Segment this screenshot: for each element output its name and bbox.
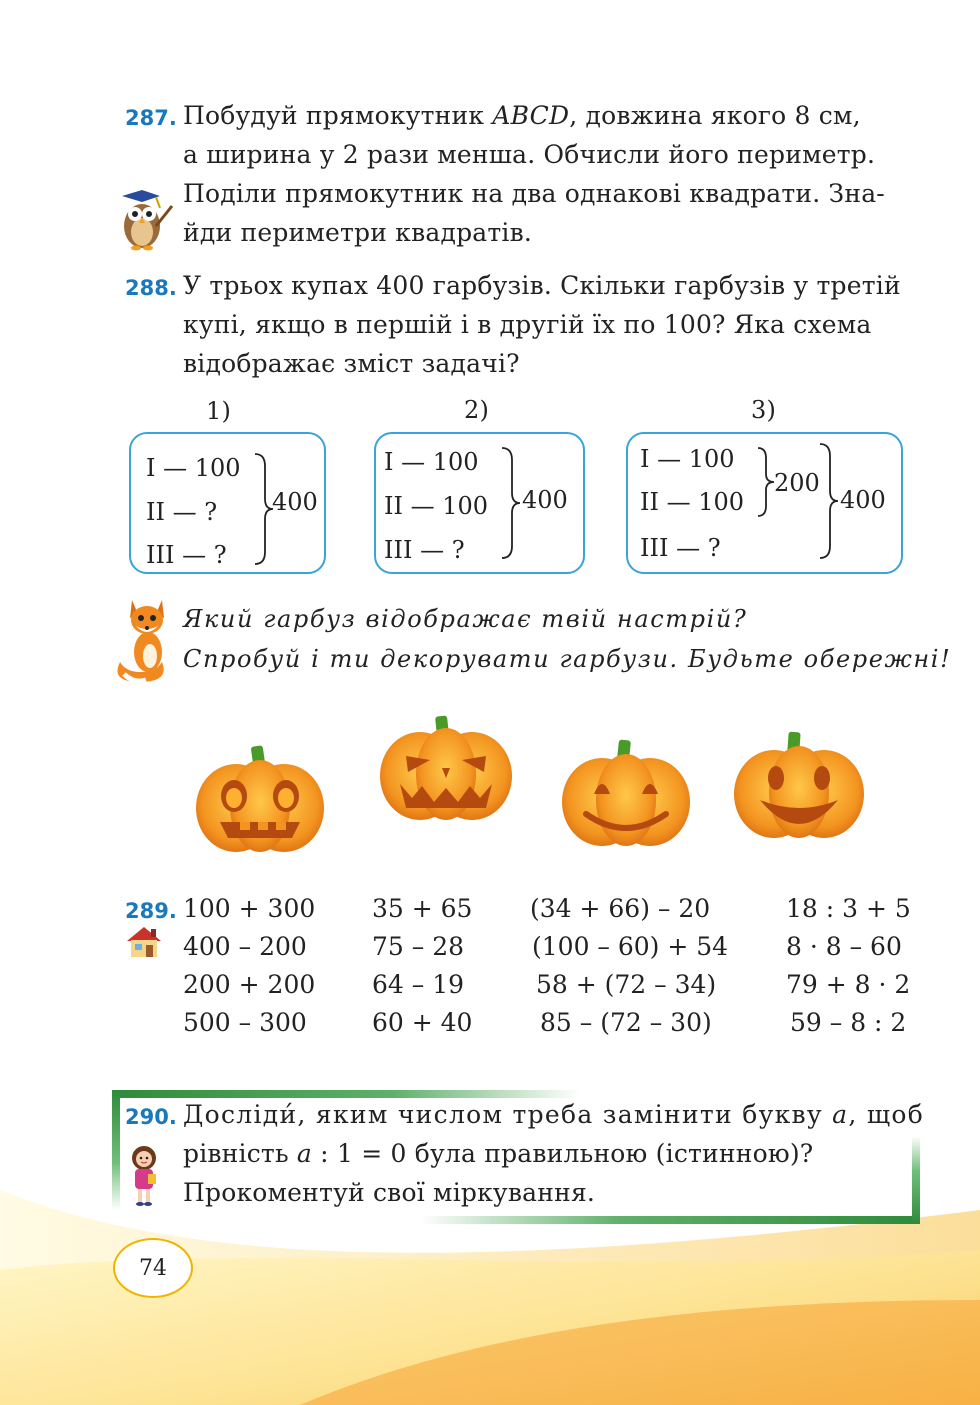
scheme-1-row-2: II — ? (146, 498, 218, 526)
pumpkin-icon (730, 730, 868, 842)
expr-c2-r1: 35 + 65 (372, 894, 473, 923)
expr-c1-r2: 400 – 200 (183, 932, 307, 961)
text-run: , щоб (848, 1100, 925, 1129)
scheme-3-inner-brace (756, 446, 776, 518)
variable-a: a (296, 1139, 313, 1168)
task-290-frame-right (912, 1136, 920, 1224)
task-287-line-2: а ширина у 2 рази менша. Обчисли його периметр. (183, 140, 876, 169)
text-run: Побудуй прямокутник (183, 101, 493, 130)
task-288-number: 288. (125, 276, 177, 300)
scheme-3-row-1: I — 100 (640, 445, 735, 473)
scheme-2-brace (500, 446, 522, 560)
task-290-frame-top (112, 1090, 580, 1098)
rect-name: ABCD (492, 101, 570, 130)
text-run: Досліди́, яким числом треба замінити букву (183, 1100, 833, 1129)
expr-c4-r3: 79 + 8 · 2 (786, 970, 911, 999)
expr-c3-r1: (34 + 66) – 20 (530, 894, 711, 923)
scheme-1-total: 400 (272, 488, 318, 516)
scheme-3-row-2: II — 100 (640, 488, 745, 516)
fox-text-line-1: Який гарбуз відображає твій настрій? (183, 605, 748, 633)
page-number: 74 (139, 1255, 167, 1281)
scheme-2-row-1: I — 100 (384, 448, 479, 476)
variable-a: a (832, 1100, 849, 1129)
expr-c3-r4: 85 – (72 – 30) (540, 1008, 712, 1037)
scheme-3-outer-brace (818, 442, 840, 560)
text-run: : 1 = 0 була правильною (істинною)? (312, 1139, 814, 1168)
task-290-line-1 (183, 1100, 924, 1129)
text-run: , довжина якого 8 см, (569, 101, 861, 130)
scheme-1-row-1: I — 100 (146, 454, 241, 482)
task-288-line-3: відображає зміст задачі? (183, 349, 520, 378)
expr-c1-r4: 500 – 300 (183, 1008, 307, 1037)
task-287-line-4: йди периметри квадратів. (183, 218, 533, 247)
task-288-line-1: У трьох купах 400 гарбузів. Скільки гарбузів у третій (183, 271, 901, 300)
task-290-frame-left (112, 1090, 120, 1210)
task-287-line-1 (183, 101, 861, 130)
scheme-3-label: 3) (751, 396, 777, 424)
scheme-3-total: 400 (840, 486, 886, 514)
task-288-line-2: купі, якщо в першій і в другій їх по 100? Яка схема (183, 310, 872, 339)
scheme-1-row-3: III — ? (146, 541, 227, 569)
scheme-2-row-3: III — ? (384, 536, 465, 564)
task-290-number: 290. (125, 1105, 177, 1129)
house-icon (125, 925, 163, 959)
expr-c3-r2: (100 – 60) + 54 (532, 932, 729, 961)
expr-c4-r4: 59 – 8 : 2 (790, 1008, 907, 1037)
expr-c2-r4: 60 + 40 (372, 1008, 473, 1037)
page-number-badge (113, 1238, 193, 1298)
fox-text-line-2: Спробуй і ти декорувати гарбузи. Будьте обережні! (183, 645, 952, 673)
scheme-2-label: 2) (464, 396, 490, 424)
task-289-number: 289. (125, 899, 177, 923)
scheme-1-box (129, 432, 326, 574)
scheme-3-subtotal: 200 (774, 469, 820, 497)
expr-c3-r3: 58 + (72 – 34) (536, 970, 717, 999)
expr-c1-r1: 100 + 300 (183, 894, 316, 923)
scheme-2-total: 400 (522, 486, 568, 514)
expr-c2-r2: 75 – 28 (372, 932, 465, 961)
pumpkin-icon (192, 744, 328, 856)
pumpkin-icon (378, 714, 514, 828)
expr-c1-r3: 200 + 200 (183, 970, 316, 999)
pumpkin-icon (558, 738, 694, 850)
task-290-line-2 (183, 1139, 813, 1168)
text-run: рівність (183, 1139, 297, 1168)
scheme-3-box (626, 432, 903, 574)
scheme-2-box (374, 432, 585, 574)
girl-icon (124, 1144, 164, 1208)
task-287-number: 287. (125, 106, 177, 130)
task-290-line-3: Прокоментуй свої міркування. (183, 1178, 596, 1207)
scheme-2-row-2: II — 100 (384, 492, 489, 520)
fox-icon (110, 592, 176, 686)
scheme-3-row-3: III — ? (640, 534, 721, 562)
task-287-line-3: Поділи прямокутник на два однакові квадрати. Зна- (183, 179, 885, 208)
expr-c2-r3: 64 – 19 (372, 970, 465, 999)
scheme-1-label: 1) (206, 397, 232, 425)
expr-c4-r2: 8 · 8 – 60 (786, 932, 902, 961)
expr-c4-r1: 18 : 3 + 5 (786, 894, 911, 923)
task-290-frame-bottom (420, 1216, 920, 1224)
owl-teacher-icon (112, 186, 178, 252)
